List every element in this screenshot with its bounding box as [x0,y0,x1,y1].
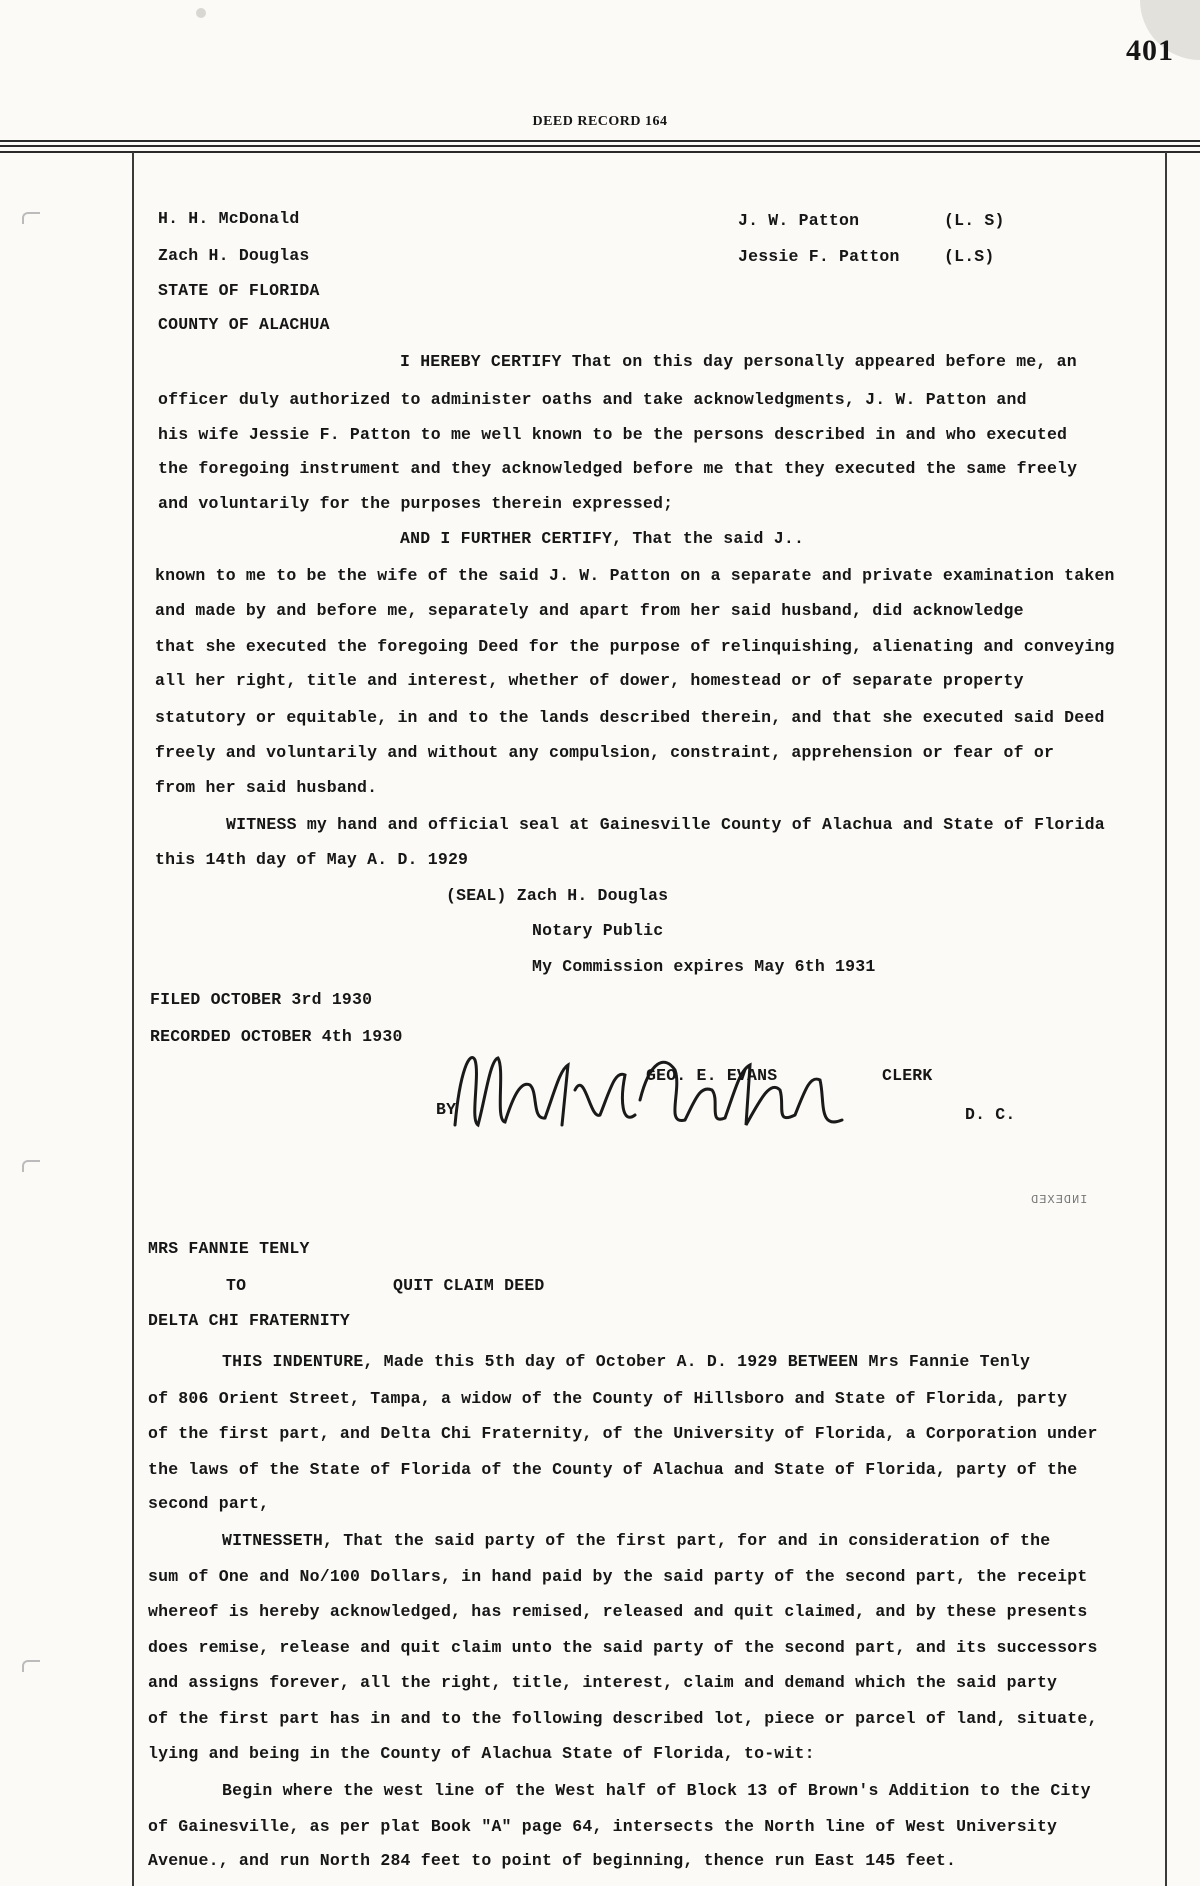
clerk-handwritten-signature [450,1030,845,1150]
signer-name: J. W. Patton [738,211,860,230]
witness-name: H. H. McDonald [158,209,300,228]
signer-name: Jessie F. Patton [738,247,900,266]
deed-line: sum of One and No/100 Dollars, in hand paid by the said party of the second part, the receipt [148,1567,1088,1586]
ack-line: and made by and before me, separately and apart from her said husband, did acknowledge [155,601,1024,620]
deed-line: of the first part has in and to the following described lot, piece or parcel of land, situate, [148,1709,1098,1728]
deed-type-heading: QUIT CLAIM DEED [393,1276,545,1295]
filed-date: FILED OCTOBER 3rd 1930 [150,990,373,1009]
deed-line: Avenue., and run North 284 feet to point of beginning, thence run East 145 feet. [148,1851,957,1870]
header-rule [0,151,1200,153]
binder-hole [196,8,206,18]
header-rule [0,145,1200,147]
ack-line: the foregoing instrument and they acknowledged before me that they executed the same freely [158,459,1078,478]
seal-mark: (L.S) [944,247,995,266]
deed-line: the laws of the State of Florida of the County of Alachua and State of Florida, party of the [148,1460,1078,1479]
deed-line: Begin where the west line of the West half of Block 13 of Brown's Addition to the City [222,1781,1091,1800]
deed-line: lying and being in the County of Alachua State of Florida, to-wit: [148,1744,815,1763]
ack-line: and voluntarily for the purposes therein expressed; [158,494,674,513]
deed-line: whereof is hereby acknowledged, has remised, released and quit claimed, and by these presents [148,1602,1088,1621]
deed-line: does remise, release and quit claim unto the said party of the second part, and its successors [148,1638,1098,1657]
state-heading: STATE OF FLORIDA [158,281,320,300]
witness-clause: WITNESS my hand and official seal at Gainesville County of Alachua and State of Florida [226,815,1105,834]
ack-line: known to me to be the wife of the said J. W. Patton on a separate and private examination taken [155,566,1115,585]
by-label: BY [436,1100,457,1119]
grantee-heading: DELTA CHI FRATERNITY [148,1311,351,1330]
deed-line: THIS INDENTURE, Made this 5th day of October A. D. 1929 BETWEEN Mrs Fannie Tenly [222,1352,1031,1371]
margin-mark [22,1160,40,1172]
deed-line: WITNESSETH, That the said party of the first part, for and in consideration of the [222,1531,1051,1550]
ack-line: freely and voluntarily and without any compulsion, constraint, apprehension or fear of or [155,743,1055,762]
ack-line: AND I FURTHER CERTIFY, That the said J.. [400,529,805,548]
grantor-heading: MRS FANNIE TENLY [148,1239,310,1258]
indexed-stamp: INDEXED [1030,1193,1088,1207]
ack-line: from her said husband. [155,778,378,797]
deputy-clerk-label: D. C. [965,1105,1016,1124]
seal-mark: (L. S) [944,211,1005,230]
notary-signature-line: (SEAL) Zach H. Douglas [446,886,669,905]
clerk-title: CLERK [882,1066,933,1085]
ack-line: officer duly authorized to administer oaths and take acknowledgments, J. W. Patton and [158,390,1027,409]
deed-line: second part, [148,1494,270,1513]
notary-title: Notary Public [532,921,664,940]
ack-line: that she executed the foregoing Deed for the purpose of relinquishing, alienating and conveying [155,637,1115,656]
to-label: TO [226,1276,247,1295]
ack-line: all her right, title and interest, whether of dower, homestead or of separate property [155,671,1024,690]
deed-line: and assigns forever, all the right, title, interest, claim and demand which the said party [148,1673,1058,1692]
clerk-name: GEO. E. EVANS [646,1066,778,1085]
notary-commission: My Commission expires May 6th 1931 [532,957,876,976]
right-margin-line [1165,152,1167,1886]
header-rule [0,140,1200,142]
deed-line: of 806 Orient Street, Tampa, a widow of the County of Hillsboro and State of Florida, party [148,1389,1068,1408]
ack-line: his wife Jessie F. Patton to me well known to be the persons described in and who executed [158,425,1068,444]
left-margin-line [132,152,134,1886]
ack-date: this 14th day of May A. D. 1929 [155,850,469,869]
ack-line: I HEREBY CERTIFY That on this day personally appeared before me, an [400,352,1077,371]
witness-name: Zach H. Douglas [158,246,310,265]
recorded-date: RECORDED OCTOBER 4th 1930 [150,1027,403,1046]
ack-line: statutory or equitable, in and to the lands described therein, and that she executed said Deed [155,708,1105,727]
record-book-title: DEED RECORD 164 [532,114,668,129]
deed-line: of the first part, and Delta Chi Fraternity, of the University of Florida, a Corporation under [148,1424,1098,1443]
margin-mark [22,1660,40,1672]
margin-mark [22,212,40,224]
deed-line: of Gainesville, as per plat Book "A" page 64, intersects the North line of West University [148,1817,1058,1836]
page-number: 401 [1126,34,1174,67]
county-heading: COUNTY OF ALACHUA [158,315,330,334]
